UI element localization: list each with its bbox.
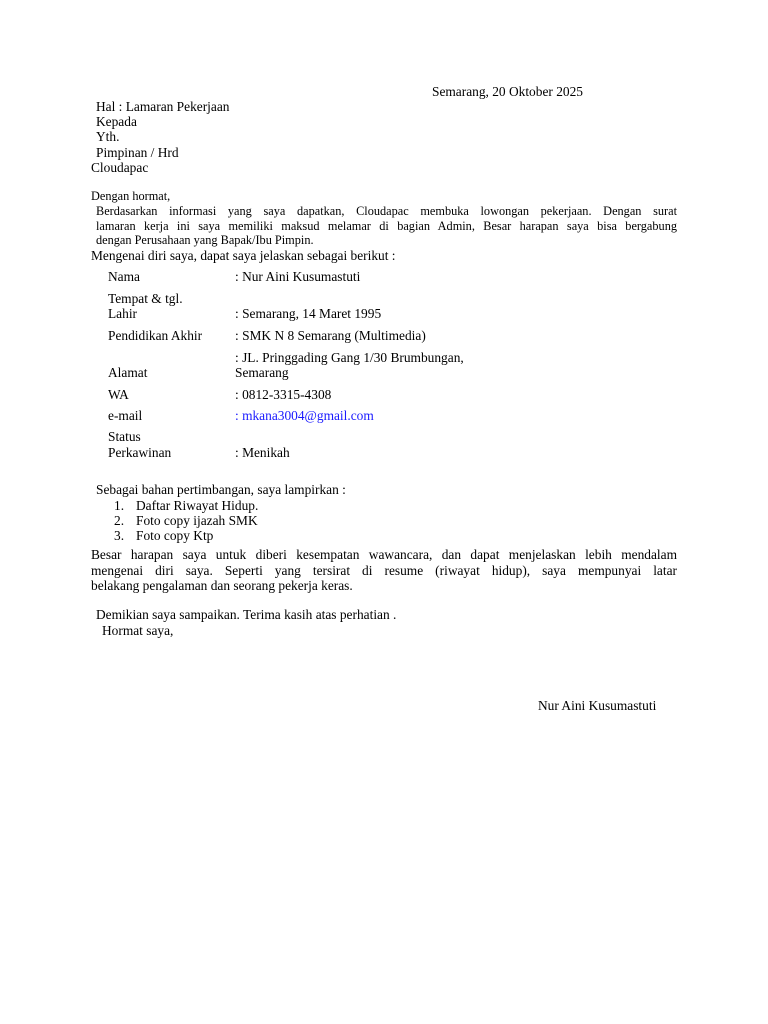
detail-value-name: : Nur Aini Kusumastuti xyxy=(235,269,361,284)
hope-line: mengenai diri saya. Seperti yang tersirat di resume (riwayat hidup), saya mempunyai latar xyxy=(91,562,677,578)
intro-line: Berdasarkan informasi yang saya dapatkan, Cloudapac membuka lowongan pekerjaan. Dengan surat xyxy=(96,204,677,218)
signature-name: Nur Aini Kusumastuti xyxy=(538,698,657,713)
list-item-number: 2. xyxy=(114,513,125,528)
detail-value-address-1: : JL. Pringgading Gang 1/30 Brumbungan, xyxy=(235,350,464,365)
company-line: Cloudapac xyxy=(91,160,149,175)
detail-label-address: Alamat xyxy=(108,365,148,380)
list-item: Foto copy ijazah SMK xyxy=(136,513,258,528)
intro-paragraph xyxy=(96,204,677,248)
detail-value-wa: : 0812-3315-4308 xyxy=(235,387,332,402)
detail-label-email: e-mail xyxy=(108,408,143,423)
greeting: Dengan hormat, xyxy=(91,189,171,203)
honorific-line: Yth. xyxy=(96,129,120,144)
subject-line: Hal : Lamaran Pekerjaan xyxy=(96,99,230,114)
list-item: Daftar Riwayat Hidup. xyxy=(136,498,259,513)
detail-value-education: : SMK N 8 Semarang (Multimedia) xyxy=(235,328,426,343)
detail-value-email[interactable]: : mkana3004@gmail.com xyxy=(235,408,374,423)
thanks-line: Demikian saya sampaikan. Terima kasih atas perhatian . xyxy=(96,607,397,622)
intro-line: lamaran kerja ini saya memiliki maksud melamar di bagian Admin, Besar harapan saya bisa bergabung xyxy=(96,218,677,233)
detail-label-marital-2: Perkawinan xyxy=(108,445,172,460)
list-item: Foto copy Ktp xyxy=(136,528,214,543)
detail-label-birth-1: Tempat & tgl. xyxy=(108,291,183,306)
hope-paragraph xyxy=(91,547,677,594)
detail-label-name: Nama xyxy=(108,269,140,284)
list-item-number: 1. xyxy=(114,498,125,513)
detail-label-marital-1: Status xyxy=(108,429,141,444)
to-line: Kepada xyxy=(96,114,137,129)
detail-value-address-2: Semarang xyxy=(235,365,289,380)
regards-line: Hormat saya, xyxy=(102,623,174,638)
detail-label-education: Pendidikan Akhir xyxy=(108,328,203,343)
intro-line: dengan Perusahaan yang Bapak/Ibu Pimpin. xyxy=(96,233,314,248)
place-date: Semarang, 20 Oktober 2025 xyxy=(432,84,583,99)
detail-value-birth: : Semarang, 14 Maret 1995 xyxy=(235,306,382,321)
list-item-number: 3. xyxy=(114,528,125,543)
hope-line: belakang pengalaman dan seorang pekerja keras. xyxy=(91,578,353,593)
detail-value-marital: : Menikah xyxy=(235,445,290,460)
attachments-intro: Sebagai bahan pertimbangan, saya lampirkan : xyxy=(96,482,346,497)
recipient-line: Pimpinan / Hrd xyxy=(96,145,179,160)
hope-line: Besar harapan saya untuk diberi kesempatan wawancara, dan dapat menjelaskan lebih mendalam xyxy=(91,547,677,562)
self-intro: Mengenai diri saya, dapat saya jelaskan sebagai berikut : xyxy=(91,248,396,263)
detail-label-wa: WA xyxy=(108,387,129,402)
detail-label-birth-2: Lahir xyxy=(108,306,137,321)
